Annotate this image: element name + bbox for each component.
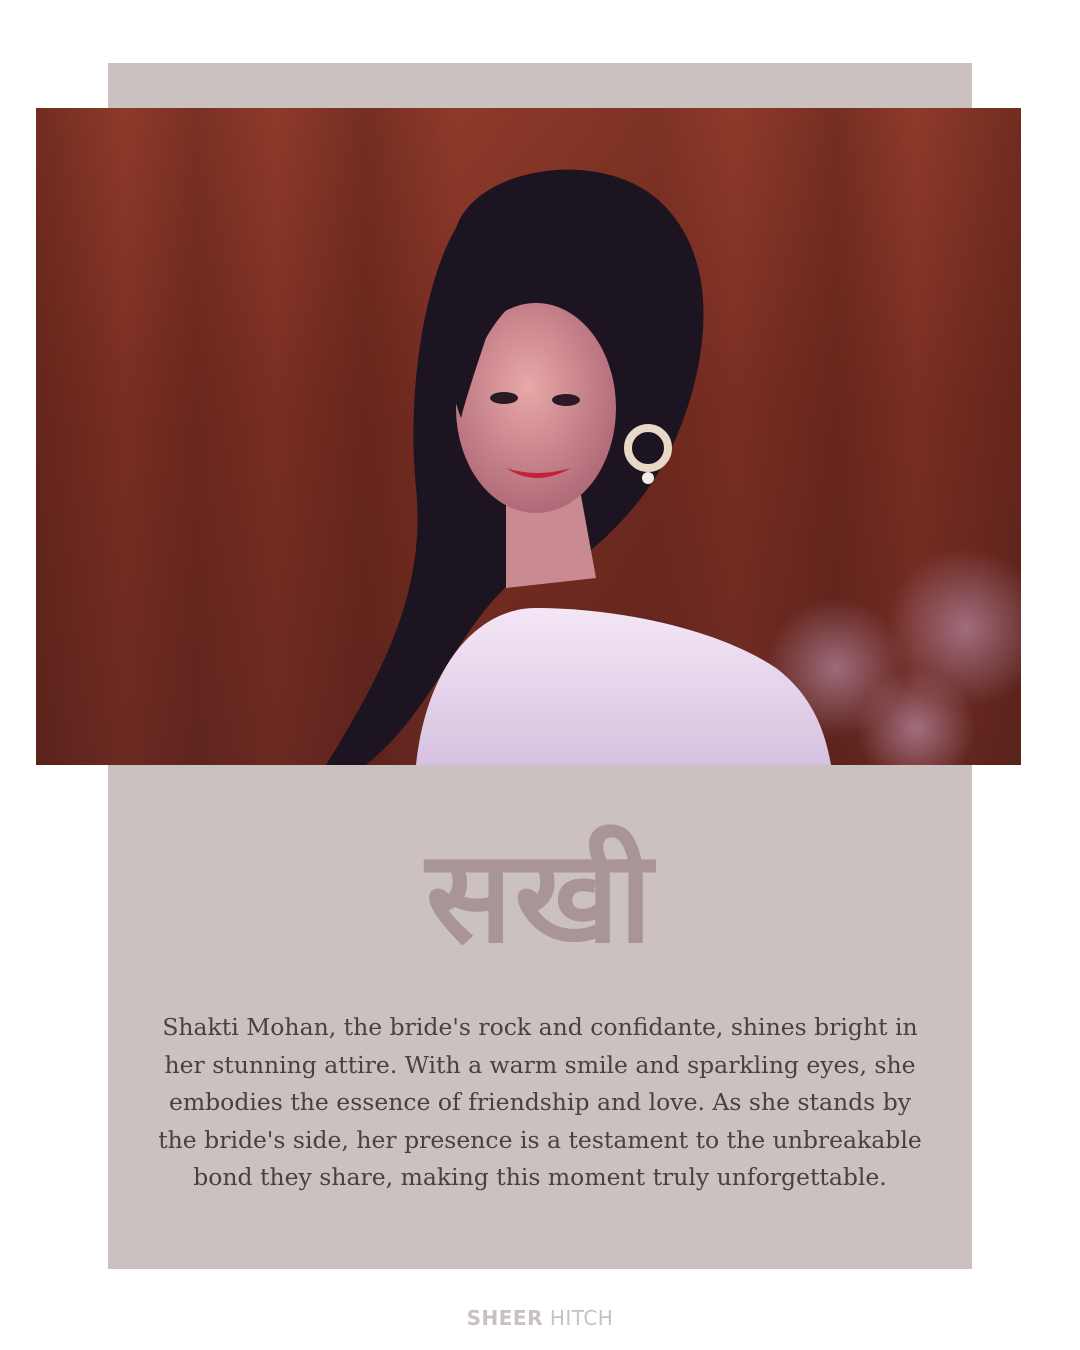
portrait-photo <box>36 108 1021 765</box>
brand-footer <box>0 1303 1080 1333</box>
brand-name-bold: SHEER <box>466 1306 543 1330</box>
brand-name-light: HITCH <box>549 1306 614 1330</box>
title-heading: सखी <box>425 822 655 972</box>
description-paragraph: Shakti Mohan, the bride's rock and confidante, shines bright in her stunning attire. With a warm smile and sparkling eyes, she embodies the essence of friendship and love. As she stands by the bride's side, her presence is a testament to the unbreakable bond they share, making this moment truly unforgettable. <box>158 1013 922 1191</box>
portrait-illustration <box>36 108 1021 765</box>
